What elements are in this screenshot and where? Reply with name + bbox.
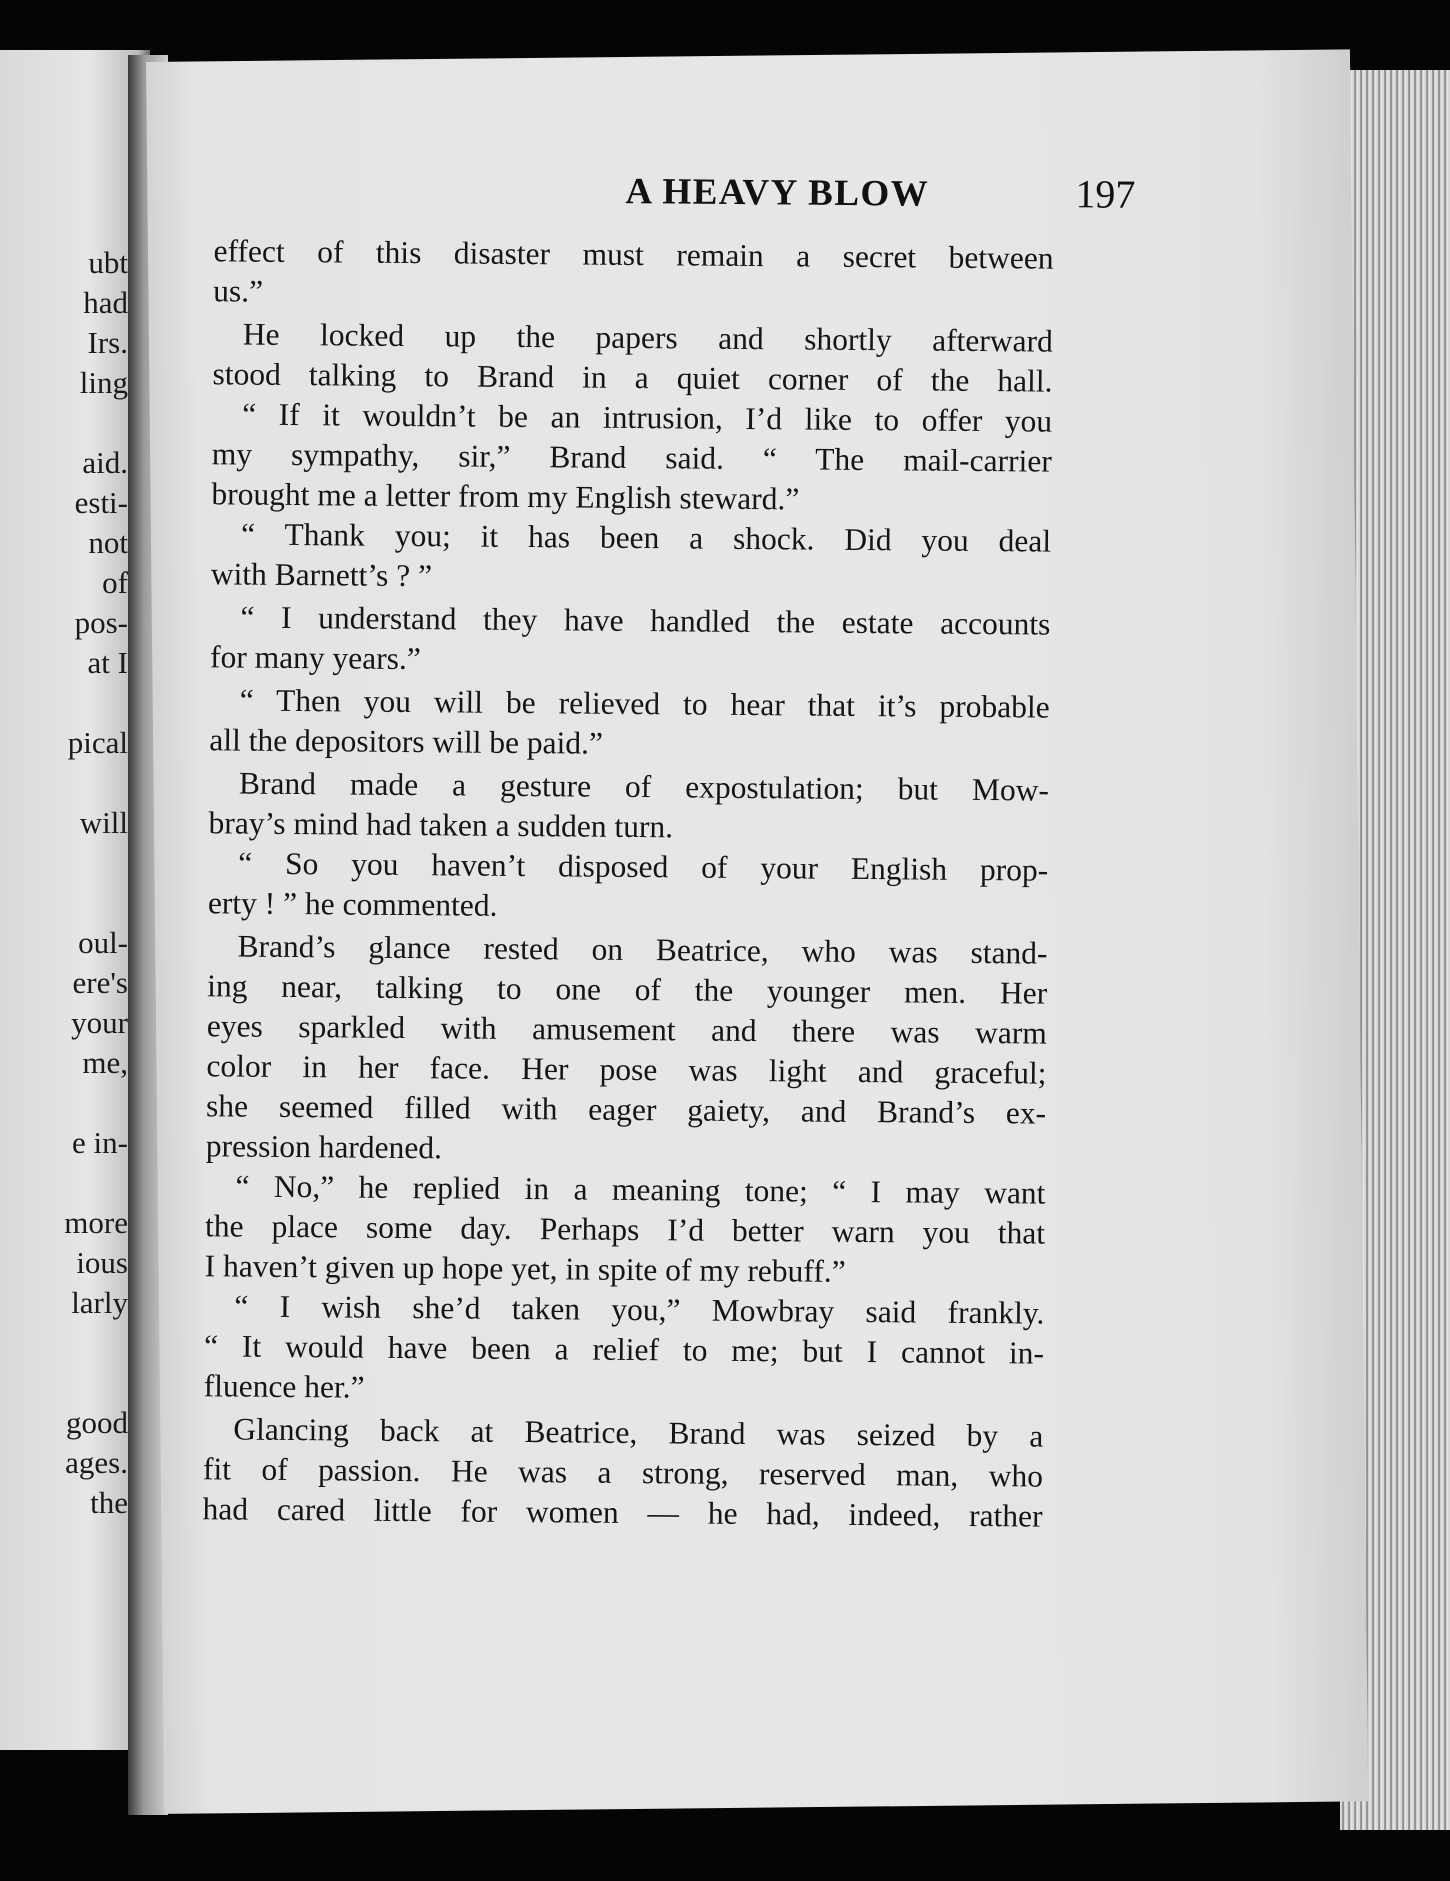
text-line: effect of this disaster must remain a secret between	[213, 233, 1054, 276]
text-line: Brand’s glance rested on Beatrice, who was stand-	[237, 928, 1048, 971]
prev-line: Irs.	[87, 325, 128, 360]
text-line: brought me a letter from my English steward.”	[211, 476, 800, 517]
prev-line: aid.	[82, 445, 128, 480]
text-line: “ If it wouldn’t be an intrusion, I’d like to offer you	[242, 396, 1053, 439]
prev-line: ubt	[88, 245, 128, 280]
text-line: Glancing back at Beatrice, Brand was seized by a	[233, 1411, 1044, 1454]
text-line: He locked up the papers and shortly afterward	[242, 316, 1054, 359]
text-line: all the depositors will be paid.”	[209, 722, 604, 761]
text-line: “ I understand they have handled the estate accounts	[240, 599, 1051, 642]
text-line: my sympathy, sir,” Brand said. “ The mail-carrier	[211, 436, 1052, 479]
text-line: “ Then you will be relieved to hear that it’s probable	[239, 682, 1050, 725]
prev-line: of	[102, 565, 128, 600]
running-head: A HEAVY BLOW	[625, 171, 930, 215]
text-line: “ Thank you; it has been a shock. Did you deal	[240, 516, 1052, 559]
text-line: had cared little for women — he had, indeed, rather	[202, 1491, 1043, 1534]
text-line: with Barnett’s ? ”	[210, 556, 433, 594]
prev-line: had	[83, 285, 128, 320]
text-line: for many years.”	[209, 639, 421, 677]
text-line: color in her face. Her pose was light and graceful;	[206, 1048, 1047, 1091]
text-line: the place some day. Perhaps I’d better warn you that	[204, 1208, 1046, 1251]
prev-line: pos-	[74, 605, 128, 640]
prev-line: ling	[79, 365, 128, 400]
text-line: “ No,” he replied in a meaning tone; “ I may want	[235, 1168, 1046, 1211]
prev-line: ious	[76, 1245, 128, 1280]
text-line: “ I wish she’d taken you,” Mowbray said frankly.	[234, 1288, 1045, 1331]
text-line: fluence her.”	[203, 1368, 365, 1405]
prev-line: will	[79, 805, 128, 840]
text-line: erty ! ” he commented.	[207, 885, 498, 923]
text-line: pression hardened.	[205, 1128, 443, 1166]
current-page	[146, 49, 1368, 1814]
text-line: she seemed filled with eager gaiety, and Brand’s ex-	[205, 1088, 1047, 1131]
body-text	[202, 231, 1053, 1536]
prev-line: me,	[82, 1045, 128, 1080]
prev-line: ages.	[65, 1445, 128, 1480]
prev-line: esti-	[74, 485, 128, 520]
text-line: stood talking to Brand in a quiet corner of the hall.	[212, 356, 1053, 399]
text-line: “ So you haven’t disposed of your English prop-	[238, 845, 1049, 888]
prev-line: pical	[67, 725, 128, 760]
prev-line: larly	[71, 1285, 128, 1320]
page-number: 197	[1075, 171, 1136, 217]
prev-line: the	[90, 1485, 128, 1520]
prev-line: e in-	[72, 1125, 128, 1160]
text-line: bray’s mind had taken a sudden turn.	[208, 805, 674, 845]
prev-line: good	[66, 1405, 128, 1440]
prev-line: at I	[87, 645, 128, 680]
text-line: us.”	[213, 273, 264, 309]
prev-line: not	[88, 525, 128, 560]
prev-line: more	[64, 1205, 128, 1240]
text-line: Brand made a gesture of expostulation; but Mow-	[238, 765, 1050, 808]
prev-line: your	[71, 1005, 128, 1040]
text-line: I haven’t given up hope yet, in spite of my rebuff.”	[204, 1248, 846, 1289]
text-line: ing near, talking to one of the younger men. Her	[207, 968, 1048, 1011]
text-line: fit of passion. He was a strong, reserved man, who	[202, 1451, 1044, 1494]
prev-line: ere's	[72, 965, 128, 1000]
text-line: “ It would have been a relief to me; but I cannot in-	[203, 1328, 1045, 1371]
text-line: eyes sparkled with amusement and there was warm	[206, 1008, 1047, 1051]
prev-line: oul-	[78, 925, 128, 960]
